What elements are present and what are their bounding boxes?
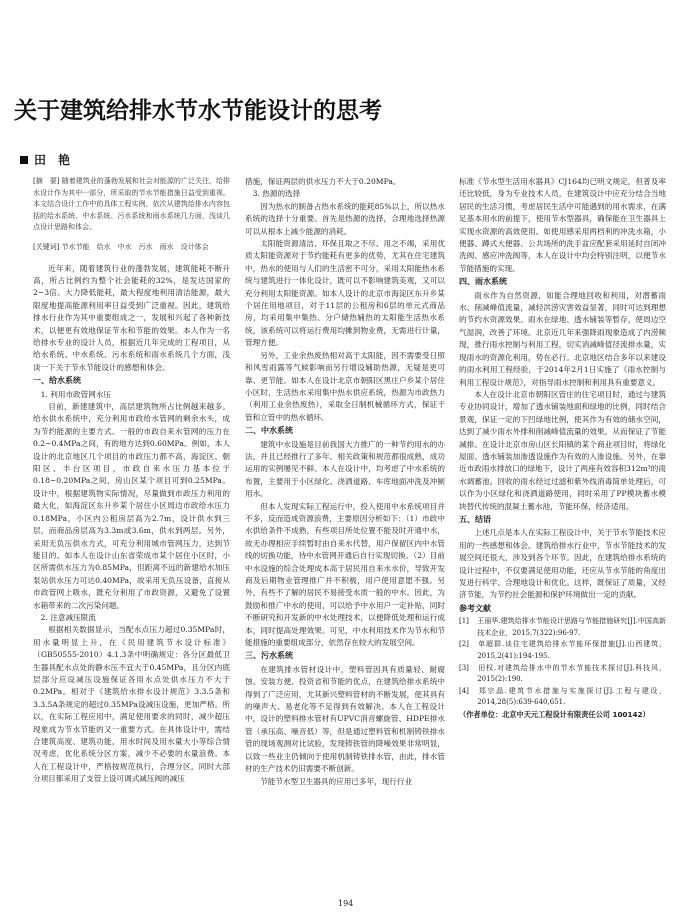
reference-text: 单超群.谈住宅建筑给排水节能环保措施[J].山西建筑，2015,2(41):194-195. bbox=[477, 640, 666, 660]
section-heading-conclusion: 五、结语 bbox=[459, 514, 491, 524]
paragraph: 另外，工业余热废热相对高于太阳能，因不需要受日照和风雪雨露等气候影响而另行增设辅助热源，无疑是更可靠、更节能。如本人在设计北京市朝阳区黑庄户乡某个居住小区时，生活热水采用集中热水供应系统，热源为市政热力（利用工业余热废热），采取全日制机械循环方式，保证干管和立管中的热水循环。 bbox=[245, 350, 445, 422]
section-heading-rainwater: 四、雨水系统 bbox=[459, 277, 507, 287]
article-title: 关于建筑给排水节水节能设计的思考 bbox=[14, 98, 382, 124]
reference-text: 田权.对建筑给排水中的节水节能技术探讨[J].科技风，2015(2):190. bbox=[477, 663, 666, 684]
reference-item bbox=[459, 639, 666, 662]
paragraph: 目前，新建建筑中，高层建筑物所占比例越来越多。给水供水系统中，充分利用市政给水管网的剩余水头，成为节约能源的主要方式。一般的市政自来水管网的压力在0.2~0.4MPa之间，有的地方达到0.60MPa。例如，本人设计的北京地区几个项目的市政压力都不高，海淀区、朝阳区、丰台区项目，市政自来水压力基本位于0.18~0.20MPa之间，房山区某个项目可到0.25MPa。设计中，根据建筑物实际情况，尽量做到市政压力利用的最大化，如海淀区东升乡某个居住小区周边市政给水压力0.18MPa，小区内公租房层高为2.7m，设计供水到三层，而商品房层高为3.3m或3.6m，供水到两层。另外，采用无负压供水方式，可充分利用城市管网压力，达到节能目的。如本人在设计山东省荣成市某个居住小区时，小区所需供水压力为0.85MPa，但距离不远的新建给水加压泵站供水压力可达0.40MPa，故采用无负压设备，直接从市政管网上吸水，既充分利用了市政资源，又避免了设置水箱带来的二次污染问题。 bbox=[33, 402, 230, 610]
author-affiliation: （作者单位：北京中天元工程设计有限责任公司 100142） bbox=[459, 709, 650, 719]
paragraph: 节能节水型卫生器具的应用已多年，现行行业 bbox=[260, 776, 413, 786]
reference-item bbox=[459, 616, 666, 639]
page-number: 194 bbox=[338, 899, 354, 908]
column-3 bbox=[459, 176, 666, 881]
paragraph: 但本人发现实际工程运行中，投入使用中水系统项目并不多，反而造成资源浪费，主要原因分析如下：（1）市政中水供给条件不成熟，有些项目所处位置不能及时开通中水，故无办理相应手续暂时由自来水代替，用户保留区内中水管线的切换功能，待中水管网开通后自行实现切换。（2）目前中水设施的综合处理成本高于居民用自来水水价，导致开发商及后期物业管理推广并不积极，用户使用意愿不强。另外，有些不了解的居民不易接受水质一般的中水。因此，为鼓励和推广中水的使用，可以给予中水用户一定补贴，同时不断研究和开发新的中水处理技术，以便降低处理和运行成本，同时提高处理效果。可见，中水利用技术作为节水和节能措施的重要组成部分，依然存在较大的发展空间。 bbox=[245, 501, 445, 648]
keywords: [关键词] 节水节能 给水 中水 污水 雨水 设计体会 bbox=[33, 242, 209, 251]
reference-item bbox=[459, 663, 666, 686]
abstract: [摘 要] 随着建筑业的蓬勃发展和社会对能源的广泛关注，给排水设计作为其中一部分，所采取的节水节能措施日益受到重视。本文结合设计工作中的具体工程实例，依次从建筑给排水内容包括的给水系统、中水系统、污水系统和雨水系统几方面，浅谈几点设计思路和体会。 bbox=[33, 177, 230, 232]
subsection-heading: 2. 注意减压限流 bbox=[40, 612, 96, 622]
intro-paragraph: 近年来，随着建筑行业的蓬勃发展，建筑能耗不断升高，所占比例约为整个社会能耗的32%，是发达国家的2~3倍。大力降低能耗，最大程度地利用清洁能源，最大限度地提高能源利用率日益受到广泛重视。因此，建筑给排水行业作为其中重要组成之一，发展和兴起了各种新技术，以便更有效地保证节水和节能的效果。本人作为一名给排水专业的设计人员，根据近几年完成的工程项目，从给水系统、中水系统、污水系统和雨水系统几个方面，浅谈一下关于节水节能设计的感想和体会。 bbox=[33, 263, 230, 372]
paragraph: 太阳能资源清洁、环保且取之不尽、用之不竭，采用优质太阳能资源对于节约能耗有更多的优势，尤其在住宅建筑中，热水的使用与人们的生活密不可分，采用太阳能热水系统与建筑进行一体化设计，既可以不影响建筑美观，又可以充分利用太阳能资源。如本人设计的北京市海淀区东升乡某个居住用地项目，对于11层的公租房和6层的单元式商品房，均采用集中集热、分户储热辅热的太阳能生活热水系统，该系统可以将运行费用均摊到物业费，无需进行计量，管理方便。 bbox=[245, 239, 445, 348]
paragraph: 在建筑排水管材设计中，塑料管因具有质量轻、耐腐蚀、安装方便、投资省和节能的优点，在建筑给排水系统中得到了广泛应用，尤其新兴塑料管材的不断发展，使其具有的噪声大、易老化等不足得到有效解决。本人在工程设计中，设计的塑料排水管材有UPVC消音螺旋管、HDPE排水管（承压高、噪音低）等，但是通过塑料管和机制铸铁排水管的现场观测对比试验，发现铸铁管的降噪效果非常明显，以致一些业主仍倾向于使用机制铸铁排水管，由此，排水管材的生产技术仍旧需要不断创新。 bbox=[245, 664, 445, 774]
reference-number: [4] bbox=[459, 686, 469, 695]
subsection-heading: 1. 利用市政管网水压 bbox=[40, 389, 112, 399]
paragraph: 标准《节水型生活用水器具》CJ164均已明文规定，但普及率还比较低，身为专业技术人员，在建筑设计中应充分结合当地居民的生活习惯，考虑居民生活中可能遇到的用水需求，在满足基本用水的前提下，使用节水型器具，确保能在卫生器具上实现水资源的高效使用。如使用感采用两档利的冲洗水箱，小便器、蹲式大便器、公共场所的洗手盆应配套采用延时自闭冲洗阀、感应冲洗阀等，本人在设计中均会特别注明，以便节水节能措施的实现。 bbox=[459, 177, 666, 273]
author-name: 田 艳 bbox=[34, 153, 71, 167]
paragraph: 上述几点是本人在实际工程设计中，关于节水节能技术应用的一些感想和体会。建筑给排水行业中，节水节能技术的发展空间还很大，涉及到各个环节。因此，在建筑给排水系统的设计过程中，不仅要满足使用功能，还应从节水节能的角度出发进行科学、合理地设计和优化。这样，既保证了质量，又经济节能，为节约社会能源和保护环境做出一定的贡献。 bbox=[459, 528, 666, 600]
subsection-heading: 3. 热源的选择 bbox=[252, 189, 301, 199]
column-2 bbox=[245, 176, 445, 881]
paragraph: 措施，保证两层的供水压力不大于0.20MPa。 bbox=[245, 177, 401, 186]
paragraph: 本人在设计北京市朝阳区管庄的住宅项目时，通过与建筑专业协同设计，增加了透水铺装地面和绿地的比例，同时结合景观，保证一定的下凹绿地比例，使其作为有效的储水空间，达到了减少雨水外排和削减峰值流量的效果，从而保证了节能减排。在设计北京市房山区长阳镇的某个商业项目时，将绿化屋面、透水铺装加渗透设施作为有效的入渗设施。另外，在靠近市政雨水排放口的绿地下，设计了两座有效容积312m³的雨水调蓄池。回收的雨水经过过滤和紫外线消毒简单处理后，可以作为小区绿化和浇洒道路使用，同时采用了PP模块蓄水模块替代传统的混凝土蓄水池，节能环保，经济适用。 bbox=[459, 389, 666, 511]
references-heading: 参考文献 bbox=[459, 603, 491, 613]
bullet-square-icon bbox=[20, 156, 28, 164]
paragraph: 因为热水的制备占热水系统的能耗85%以上，所以热水系统的选择十分重要。首先是热源的选择，合理地选择热源可以从根本上减少能源的消耗。 bbox=[245, 201, 445, 236]
section-heading-sewage: 三、污水系统 bbox=[245, 651, 293, 661]
reference-number: [2] bbox=[459, 640, 469, 649]
paragraph: 建筑中水设施是目前我国大力推广的一种节约用水的办法，并且已经推行了多年。相关政策和规范都很成熟，成功运用的实例屡见不鲜。本人在设计中，均考虑了中水系统的布置，主要用于小区绿化、浇洒道路、车库地面冲洗及冲厕用水。 bbox=[245, 439, 445, 499]
reference-text: 郑宗晶.建筑节水措施与实施探讨[J].工程与建设，2014,28(5):639-640,651. bbox=[477, 686, 666, 707]
reference-number: [3] bbox=[459, 663, 469, 672]
reference-text: 王丽华.建筑给排水节能设计思路与节能措施研究[J].中国高新技术企业，2015,7(322):96-97. bbox=[477, 617, 666, 637]
paragraph: 雨水作为自然资源，如能合理地回收和利用，对潜蓄雨水、削减峰值流量，减轻洪涝灾害效益显著，同时可达到理想的节约水资源效果。雨水在绿地、透水铺装等暂存，使周边空气湿润，改善了环境。北京近几年来强降雨现象造成了内涝频现，推行雨水控制与利用工程，切实消减峰值径流排水量，实现雨水的资源化利用，势在必行。北京地区结合多年以来建设的雨水利用工程经验，于2014年2月1日实施了《雨水控制与利用工程设计规范》，对指导雨水控制和利用具有重要意义。 bbox=[459, 290, 666, 387]
section-heading-water-supply: 一、给水系统 bbox=[33, 376, 81, 386]
section-heading-reclaimed-water: 二、中水系统 bbox=[245, 426, 293, 436]
paragraph: 根据相关数据显示，当配水点压力超过0.35MPa时，用水量明显上升，在《民用建筑节水设计标准》（GB50555-2010）4.1.3条中明确规定：各分区最低卫生器具配水点处的静水压不宜大于0.45MPa，且分区内底层部分应设减压设施保证各用水点处供水压力不大于0.2MPa。相对于《建筑给水排水设计规范》3.3.5条和3.3.5A条规定的超过0.35MPa设减压设施，更加严格。所以，在实际工程应用中，满足使用要求的同时，减少超压现象成为节水节能的又一重要方式。在具体设计中，需结合建筑高度、建筑功能，用水时间及用水量大小等综合情况考虑，优化系统分区方案，减少不必要的水量浪费。本人在工程设计中，严格按规范执行，合理分区，同时大部分项目都采用了支管上设可调式减压阀的减压 bbox=[33, 625, 230, 784]
reference-number: [1] bbox=[459, 617, 469, 626]
column-1 bbox=[33, 176, 230, 876]
author-line bbox=[20, 151, 70, 168]
reference-item bbox=[459, 686, 666, 709]
